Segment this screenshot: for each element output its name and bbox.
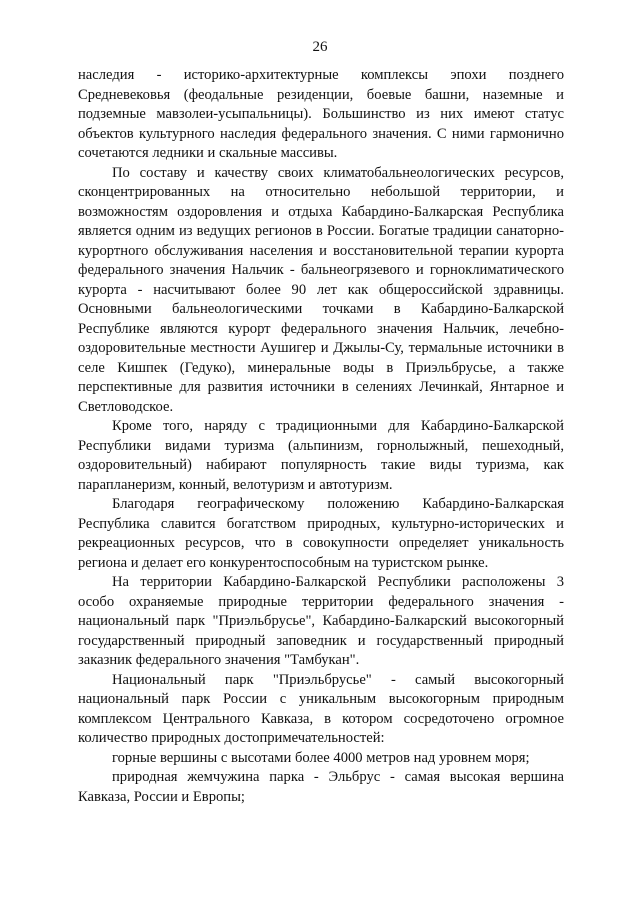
paragraph-tourism-types: Кроме того, наряду с традиционными для Кабардино-Балкарской Республики видами туризма (альпинизм, горнолыжный, пешеходный, оздоровительный) набирают популярность такие виды туризма, как парапланеризм, конный, велотуризм и автотуризм. — [78, 418, 564, 493]
paragraph-cultural-heritage: наследия - историко-архитектурные комплексы эпохи позднего Средневековья (феодальные резиденции, боевые башни, наземные и подземные мавзолеи-усыпальницы). Большинство из них имеют статус объектов культурного наследия федерального значения. С ними гармонично сочетаются ледники и скальные массивы. — [78, 67, 564, 161]
list-item-elbrus: природная жемчужина парка - Эльбрус - самая высокая вершина Кавказа, России и Европы; — [78, 769, 564, 805]
paragraph-national-park: Национальный парк "Приэльбрусье" - самый высокогорный национальный парк России с уникальным высокогорным природным комплексом Центрального Кавказа, в котором сосредоточено огромное количество природных достопримечательностей: — [78, 671, 564, 746]
paragraph-geographic-position: Благодаря географическому положению Кабардино-Балкарская Республика славится богатством природных, культурно-исторических и рекреационных ресурсов, что в совокупности определяет уникальность региона и делает его конкурентоспособным на туристском рынке. — [78, 496, 564, 571]
body-text — [78, 66, 564, 807]
paragraph-protected-areas: На территории Кабардино-Балкарской Республики расположены 3 особо охраняемые природные территории федерального значения - национальный парк "Приэльбрусье", Кабардино-Балкарский высокогорный государственный природный заповедник и государственный природный заказник федерального значения "Тамбукан". — [78, 574, 564, 668]
list-item-mountain-peaks: горные вершины с высотами более 4000 метров над уровнем моря; — [112, 749, 530, 766]
page-number: 26 — [312, 39, 328, 55]
paragraph-balneological-resources: По составу и качеству своих климатобальнеологических ресурсов, сконцентрированных на относительно небольшой территории, и возможностям оздоровления и отдыха Кабардино-Балкарская Республика является одним из ведущих регионов в России. Богатые традиции санаторно-курортного обслуживания населения и восстановительной терапии курорта федерального значения Нальчик - бальнеогрязевого и горноклиматического курорта - насчитывают более 90 лет как общероссийской здравницы. Основными бальнеологическими точками в Кабардино-Балкарской Республике являются курорт федерального значения Нальчик, лечебно-оздоровительные местности Аушигер и Джылы-Су, термальные источники в селе Кишпек (Гедуко), минеральные воды в Приэльбрусье, а также перспективные для развития источники в селениях Лечинкай, Янтарное и Светловодское. — [78, 164, 564, 415]
